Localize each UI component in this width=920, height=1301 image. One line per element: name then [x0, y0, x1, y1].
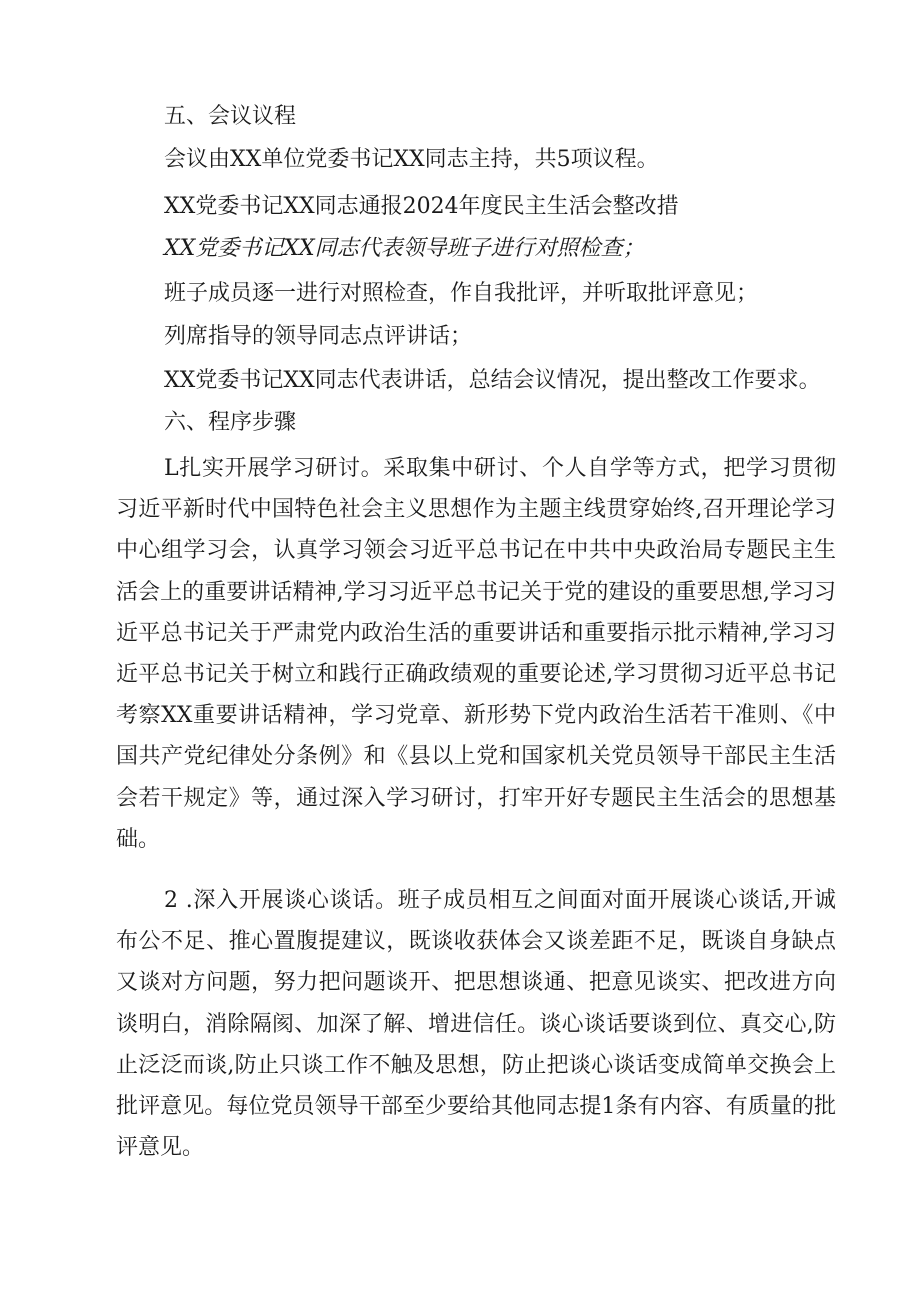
agenda-item-2: XX党委书记XX同志代表领导班子进行对照检查； [164, 236, 645, 261]
step-1-paragraph: L扎实开展学习研讨。采取集中研讨、个人自学等方式，把学习贯彻习近平新时代中国特色社会主义思想作为主题主线贯穿始终,召开理论学习中心组学习会，认真学习领会习近平总书记在中共中央政治局专题民主生活会上的重要讲话精神,学习习近平总书记关于党的建设的重要思想,学习习近平总书记关于严肃党内政治生活的重要讲话和重要指示批示精神,学习习近平总书记关于树立和践行正确政绩观的重要论述,学习贯彻习近平总书记考察XX重要讲话精神，学习党章、新形势下党内政治生活若干准则、《中国共产党纪律处分条例》和《县以上党和国家机关党员领导干部民主生活会若干规定》等，通过深入学习研讨，打牢开好专题民主生活会的思想基础。 [116, 456, 836, 852]
section-heading-agenda: 五、会议议程 [164, 104, 297, 129]
agenda-item-4: 列席指导的领导同志点评讲话； [164, 324, 473, 349]
section-heading-procedure: 六、程序步骤 [164, 410, 297, 435]
step-2-paragraph: 2 .深入开展谈心谈话。班子成员相互之间面对面开展谈心谈话,开诚布公不足、推心置腹提建议，既谈收获体会又谈差距不足，既谈自身缺点又谈对方问题，努力把问题谈开、把思想谈通、把意见谈实、把改进方向谈明白，消除隔阂、加深了解、增进信任。谈心谈话要谈到位、真交心,防止泛泛而谈,防止只谈工作不触及思想，防止把谈心谈话变成简单交换会上批评意见。每位党员领导干部至少要给其他同志提1条有内容、有质量的批评意见。 [116, 888, 836, 1161]
agenda-item-3: 班子成员逐一进行对照检查，作自我批评，并听取批评意见； [164, 281, 759, 306]
agenda-item-1: XX党委书记XX同志通报2024年度民主生活会整改措 [164, 194, 679, 219]
agenda-intro: 会议由XX单位党委书记XX同志主持，共5项议程。 [164, 147, 659, 172]
agenda-item-5: XX党委书记XX同志代表讲话，总结会议情况，提出整改工作要求。 [164, 368, 821, 393]
